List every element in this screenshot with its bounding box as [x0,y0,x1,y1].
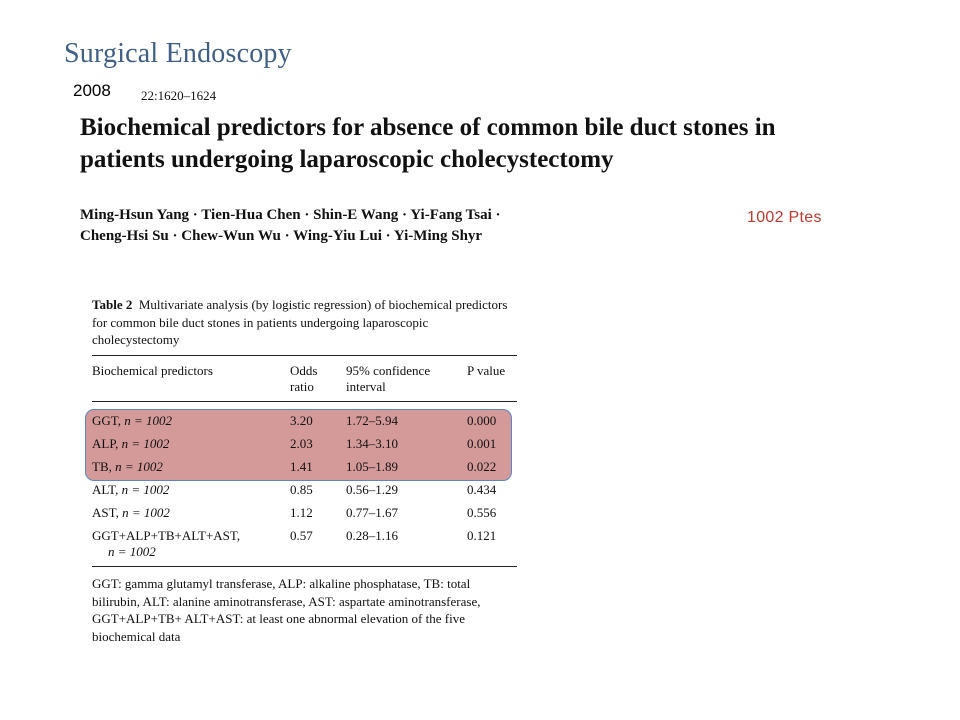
table-cell-p: 0.434 [467,482,497,497]
table-cell-odds-ratio: 2.03 [290,436,313,451]
year-annotation: 2008 [73,81,111,100]
predictor-n: n = 1002 [115,459,163,474]
table-row-predictor [92,459,163,475]
authors-line-1: Ming-Hsun Yang · Tien-Hua Chen · Shin-E Wang · Yi-Fang Tsai · [80,207,501,223]
table-row-predictor [92,528,240,560]
predictor-name: ALP, [92,436,122,451]
journal-volume: 22:1620–1624 [141,88,217,103]
table-cell-p: 0.022 [467,459,497,474]
predictor-n: n = 1002 [121,482,170,497]
table-caption-text: Multivariate analysis (by logistic regression) of biochemical predictors for common bile duct stones in patients undergoing laparoscopic cholecystectomy [92,297,508,347]
authors-line-2: Cheng-Hsi Su · Chew-Wun Wu · Wing-Yiu Lui · Yi-Ming Shyr [80,228,483,244]
predictor-name: AST, [92,505,123,520]
table-cell-ci: 1.34–3.10 [346,436,398,451]
article-authors [80,205,640,247]
table-header-rule [92,401,517,402]
table-cell-odds-ratio: 3.20 [290,413,313,428]
table-cell-p: 0.001 [467,436,497,451]
article-title-line-2: patients undergoing laparoscopic cholecystectomy [80,146,614,173]
table-cell-ci: 0.56–1.29 [346,482,398,497]
table-cell-ci: 0.28–1.16 [346,528,398,543]
header-confidence-interval [346,363,430,395]
predictor-n: n = 1002 [108,544,156,559]
table-cell-ci: 1.05–1.89 [346,459,398,474]
article-title [80,112,920,176]
table-cell-odds-ratio: 0.85 [290,482,313,497]
header-odds-ratio [290,363,317,395]
header-predictor: Biochemical predictors [92,363,213,378]
table-cell-odds-ratio: 0.57 [290,528,313,543]
table-caption [92,296,518,349]
table-row-predictor [92,482,169,498]
table-row-predictor [92,505,170,521]
table-bottom-rule [92,566,517,567]
predictor-n: n = 1002 [124,413,173,428]
table-label: Table 2 [92,297,133,312]
table-cell-odds-ratio: 1.12 [290,505,313,520]
predictor-name: TB, [92,459,116,474]
table-row-predictor [92,413,172,429]
predictor-name: ALT, [92,482,122,497]
article-title-line-1: Biochemical predictors for absence of common bile duct stones in [80,114,776,141]
table-cell-ci: 1.72–5.94 [346,413,398,428]
predictor-n: n = 1002 [121,436,170,451]
table-cell-odds-ratio: 1.41 [290,459,313,474]
journal-name: Surgical Endoscopy [64,38,292,69]
predictor-n: n = 1002 [122,505,170,520]
table-cell-p: 0.121 [467,528,497,543]
header-odds-ratio-line-2: ratio [290,379,314,394]
table-cell-ci: 0.77–1.67 [346,505,398,520]
header-p-value: P value [467,363,506,378]
predictor-name: GGT, [92,413,125,428]
patients-annotation: 1002 Ptes [747,209,822,226]
table-footnote: GGT: gamma glutamyl transferase, ALP: alkaline phosphatase, TB: total bilirubin, ALT: alanine aminotransferase, AST: aspartate aminotransferase, GGT+ALP+TB+ ALT+AST: at least one abnormal elevation of the five biochemical data [92,576,481,644]
table-top-rule [92,355,517,356]
predictor-name: GGT+ALP+TB+ALT+AST, [92,528,241,543]
header-odds-ratio-line-1: Odds [290,363,318,378]
table-cell-p: 0.000 [467,413,497,428]
table-cell-p: 0.556 [467,505,497,520]
header-ci-line-2: interval [346,379,386,394]
header-ci-line-1: 95% confidence [346,363,431,378]
table-row-predictor [92,436,169,452]
